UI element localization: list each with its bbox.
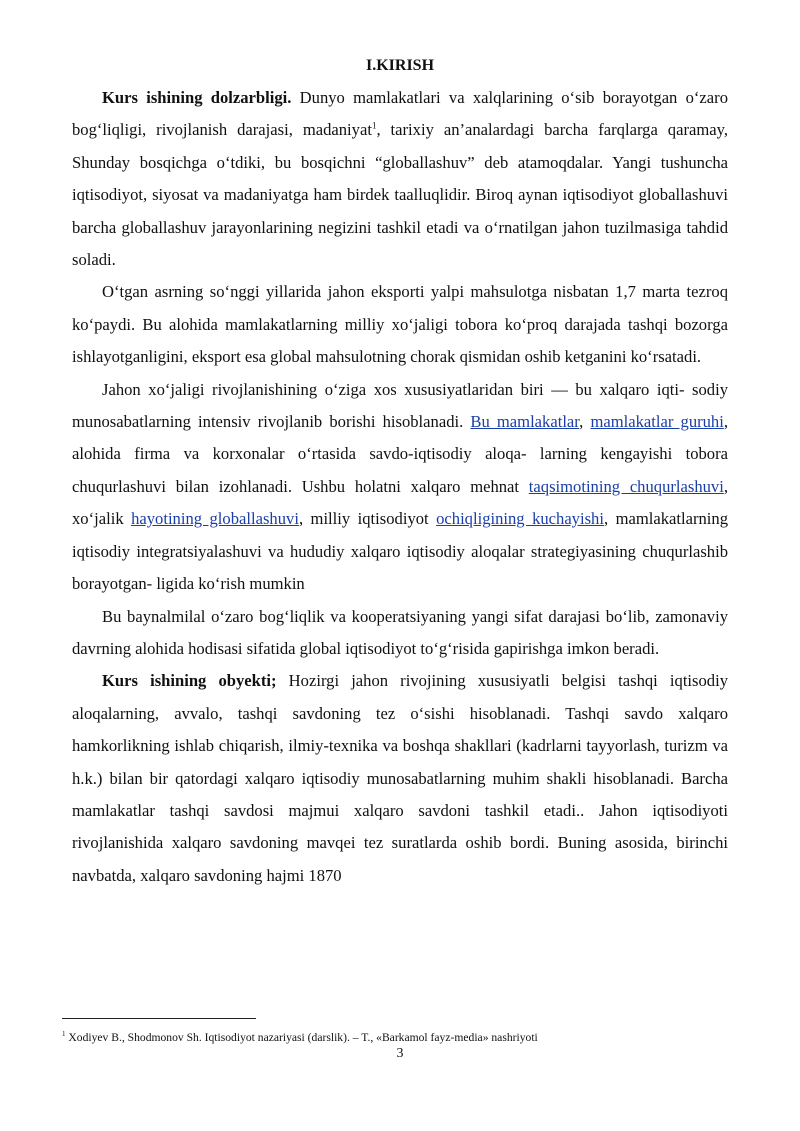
paragraph-export-growth: O‘tgan asrning so‘nggi yillarida jahon eksporti yalpi mahsulotga nisbatan 1,7 marta tezroq ko‘paydi. Bu alohida mamlakatlarning milliy xo‘jaligi tobora ko‘proq darajada tashqi bozorga ishlayotganligini, eksport esa global mahsulotning chorak qismidan oshib ketganini ko‘rsatadi. bbox=[72, 282, 728, 367]
paragraph-world-economy bbox=[72, 374, 728, 601]
footnote-text: Xodiyev B., Shodmonov Sh. Iqtisodiyot nazariyasi (darslik). – T., «Barkamol fayz-media» nashriyoti bbox=[65, 1031, 538, 1044]
paragraph-text: Dunyo mamlakatlari va xalqlarining o‘sib borayotgan o‘zaro bog‘liqligi, rivojlanish darajasi, madaniyat bbox=[72, 88, 728, 140]
paragraph-relevance bbox=[72, 82, 728, 276]
footnote-marker: 1 bbox=[62, 1030, 66, 1039]
relevance-lead: Kurs ishining dolzarbligi. bbox=[102, 88, 292, 107]
footnote-divider bbox=[62, 1018, 256, 1019]
paragraph-text: , alohida firma va korxonalar o‘rtasida savdo-iqtisodiy aloqa- larning kengayishi tobora chuqurlashuvi bilan izohlanadi. Ushbu holatni xalqaro mehnat bbox=[72, 412, 728, 496]
paragraph-text: , xo‘jalik bbox=[72, 476, 728, 529]
section-heading: I.KIRISH bbox=[365, 57, 435, 74]
paragraph-text: , milliy iqtisodiyot bbox=[298, 509, 437, 529]
paragraph-text: Jahon xo‘jaligi rivojlanishining o‘ziga xos xususiyatlaridan biri — bu xalqaro iqti- sodiy munosabatlarning intensiv rivojlanib borishi hisoblanadi. bbox=[72, 379, 728, 432]
document-body bbox=[72, 56, 728, 892]
paragraph-interdependence: Bu baynalmilal o‘zaro bog‘liqlik va kooperatsiyaning yangi sifat darajasi bo‘lib, zamonaviy davrning alohida hodisasi sifatida global iqtisodiyot to‘g‘risida gapirishga imkon beradi. bbox=[72, 606, 728, 658]
link-bu-mamlakatlar[interactable]: Bu mamlakatlar bbox=[470, 412, 580, 432]
footnote bbox=[62, 1031, 742, 1045]
paragraph-text: , mamlakatlarning iqtisodiy integratsiyalashuvi va hududiy xalqaro iqtisodiy aloqalar strategiyasining chuqurlashib borayotgan- ligida ko‘rish mumkin bbox=[72, 509, 729, 594]
paragraph-object bbox=[72, 665, 728, 892]
link-hayotining-globallashuvi[interactable]: hayotining globallashuvi bbox=[131, 509, 299, 529]
object-lead: Kurs ishining obyekti; bbox=[102, 671, 277, 691]
paragraph-text: Hozirgi jahon rivojining xususiyatli belgisi tashqi iqtisodiy aloqalarning, avvalo, tashqi savdoning tez o‘sishi hisoblanadi. Tashqi savdo xalqaro hamkorlikning ishlab chiqarish, ilmiy-texnika va boshqa shakllari (kadrlarni tayyorlash, turizm va h.k.) bilan bir qatordagi xalqaro iqtisodiy munosabatlarning muhim shakli hisoblanadi. Barcha mamlakatlar tashqi savdosi majmui xalqaro savdoni tashkil etadi.. Jahon iqtisodiyoti rivojlanishida xalqaro savdoning mavqei tez suratlarda oshib bordi. Buning asosida, birinchi navbatda, xalqaro savdoning hajmi 1870 bbox=[72, 671, 729, 885]
link-mamlakatlar-guruhi[interactable]: mamlakatlar guruhi bbox=[590, 412, 724, 432]
paragraph-text: , tarixiy an’analardagi barcha farqlarga qaramay, Shunday bosqichga o‘tdiki, bu bosqichni “globallashuv” deb atamoqdalar. Yangi tushuncha iqtisodiyot, siyosat va madaniyatga ham birdek taalluqlidir. Biroq aynan iqtisodiyot globallashuvi barcha globallashuv jarayonlarining negizini tashkil etadi va o‘rnatilgan jahon tuzilmasiga tahdid soladi. bbox=[72, 120, 728, 270]
link-taqsimotining-chuqurlashuvi[interactable]: taqsimotining chuqurlashuvi bbox=[528, 476, 724, 496]
footnote-reference[interactable]: 1 bbox=[371, 120, 377, 131]
paragraph-text: , bbox=[579, 412, 591, 432]
link-ochiqligining-kuchayishi[interactable]: ochiqligining kuchayishi bbox=[436, 509, 604, 529]
page-number: 3 bbox=[396, 1046, 404, 1061]
